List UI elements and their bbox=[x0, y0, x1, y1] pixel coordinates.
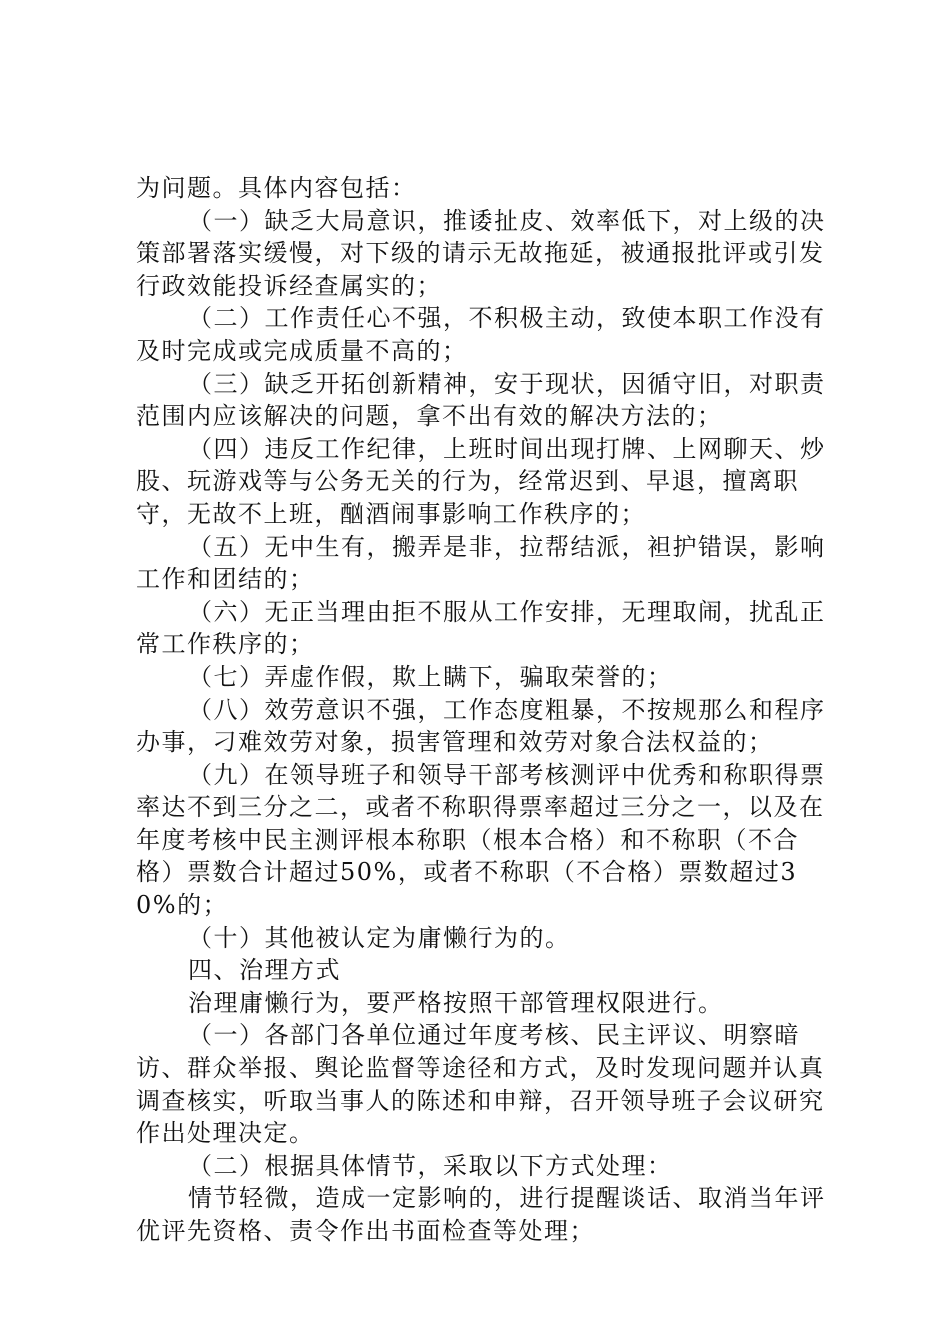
paragraph-item-3: （三）缺乏开拓创新精神，安于现状，因循守旧，对职责范围内应该解决的问题，拿不出有效的解决方法的； bbox=[136, 369, 826, 431]
paragraph-item-1: （一）缺乏大局意识，推诿扯皮、效率低下，对上级的决策部署落实缓慢，对下级的请示无故拖延，被通报批评或引发行政效能投诉经查属实的； bbox=[136, 206, 826, 300]
paragraph-minor-cases: 情节轻微，造成一定影响的，进行提醒谈话、取消当年评优评先资格、责令作出书面检查等处理； bbox=[136, 1184, 826, 1245]
paragraph-item-4: （四）违反工作纪律，上班时间出现打牌、上网聊天、炒股、玩游戏等与公务无关的行为，经常迟到、早退，擅离职守，无故不上班，酗酒闹事影响工作秩序的； bbox=[136, 434, 826, 528]
paragraph-governance-intro: 治理庸懒行为，要严格按照干部管理权限进行。 bbox=[188, 988, 724, 1017]
document-body bbox=[136, 172, 836, 1248]
section-heading-governance: 四、治理方式 bbox=[188, 956, 341, 985]
paragraph-item-5: （五）无中生有，搬弄是非，拉帮结派，袒护错误，影响工作和团结的； bbox=[136, 532, 826, 594]
paragraph-intro-continuation: 为问题。具体内容包括： bbox=[136, 174, 417, 202]
paragraph-item-2: （二）工作责任心不强，不积极主动，致使本职工作没有及时完成或完成质量不高的； bbox=[136, 304, 826, 365]
paragraph-item-7: （七）弄虚作假，欺上瞒下，骗取荣誉的； bbox=[188, 662, 673, 691]
paragraph-governance-1: （一）各部门各单位通过年度考核、民主评议、明察暗访、群众举报、舆论监督等途径和方式，及时发现问题并认真调查核实，听取当事人的陈述和申辩，召开领导班子会议研究作出处理决定。 bbox=[136, 1021, 825, 1148]
paragraph-governance-2: （二）根据具体情节，采取以下方式处理： bbox=[188, 1151, 673, 1180]
paragraph-item-8: （八）效劳意识不强，工作态度粗暴，不按规那么和程序办事，刁难效劳对象，损害管理和效劳对象合法权益的； bbox=[136, 695, 826, 757]
paragraph-item-6: （六）无正当理由拒不服从工作安排，无理取闹，扰乱正常工作秩序的； bbox=[136, 597, 826, 659]
paragraph-item-9: （九）在领导班子和领导干部考核测评中优秀和称职得票率达不到三分之二，或者不称职得票率超过三分之一，以及在年度考核中民主测评根本称职（根本合格）和不称职（不合格）票数合计超过50%，或者不称职（不合格）票数超过30%的； bbox=[136, 760, 826, 920]
paragraph-item-10: （十）其他被认定为庸懒行为的。 bbox=[188, 923, 571, 952]
